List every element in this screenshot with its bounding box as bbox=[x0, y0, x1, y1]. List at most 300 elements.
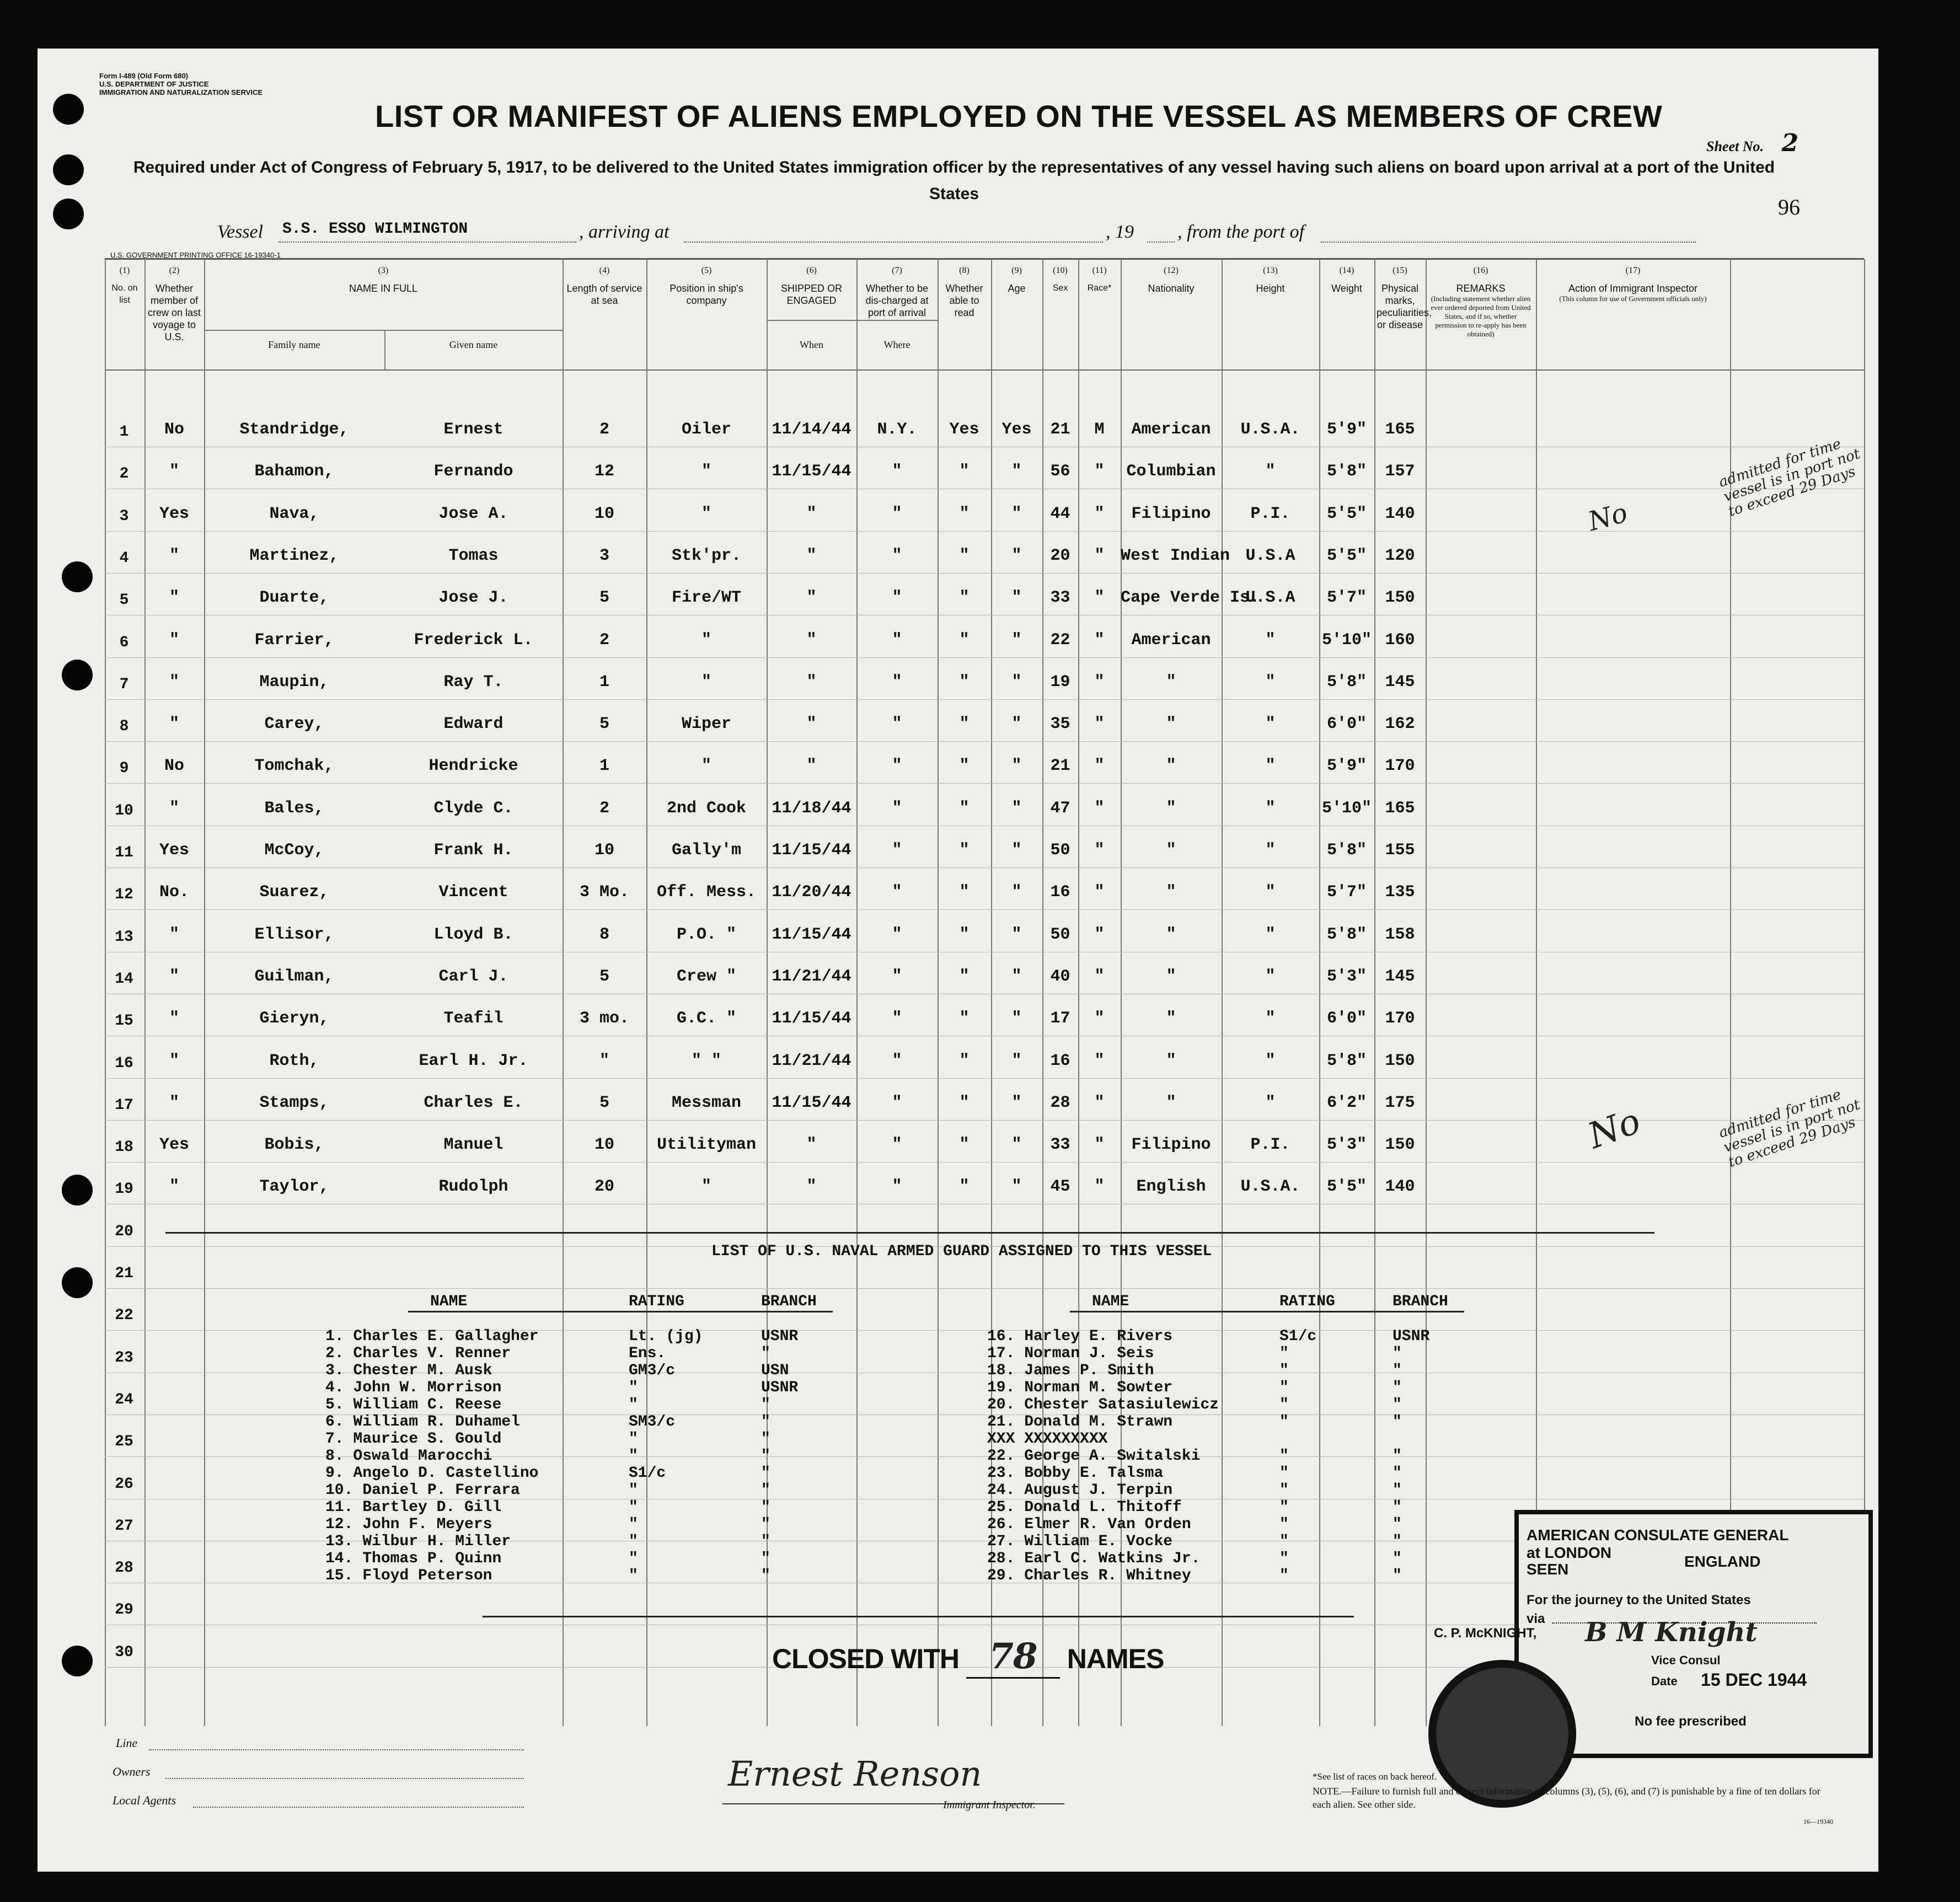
cell-where: " bbox=[892, 757, 902, 776]
cell-position: Wiper bbox=[681, 715, 731, 734]
action-note-2: admitted for time vessel is in port not to exceed 29 Days bbox=[1717, 1086, 1862, 1171]
column-number: (17) bbox=[1625, 266, 1641, 275]
cell-sex: " bbox=[1094, 1135, 1105, 1155]
cell-sex: " bbox=[1094, 841, 1105, 860]
cell-nat: " bbox=[1265, 841, 1276, 860]
cell-last: " bbox=[169, 1093, 179, 1112]
cell-disch: " bbox=[959, 630, 970, 650]
footer-line-label: Line bbox=[116, 1736, 138, 1750]
guard-member-name: 27. William E. Vocke bbox=[987, 1533, 1173, 1550]
column-label: SHIPPED OR ENGAGED bbox=[780, 283, 843, 306]
guard-divider bbox=[165, 1232, 1654, 1234]
guard-member-name: 21. Donald M. Strawn bbox=[987, 1413, 1173, 1430]
cell-sex: " bbox=[1094, 630, 1105, 650]
guard-member-name: 18. James P. Smith bbox=[987, 1362, 1154, 1379]
column-number: (1) bbox=[119, 266, 130, 275]
cell-last: " bbox=[169, 967, 179, 986]
cell-service: 8 bbox=[599, 925, 609, 944]
guard-member-rating: " bbox=[629, 1567, 638, 1584]
cell-family: Gieryn, bbox=[259, 1009, 329, 1028]
cell-where: " bbox=[892, 504, 902, 523]
header-rule bbox=[767, 320, 938, 321]
guard-member-name: 11. Bartley D. Gill bbox=[325, 1499, 502, 1516]
row-rule bbox=[105, 657, 1864, 658]
row-number: 9 bbox=[119, 760, 129, 778]
row-rule bbox=[105, 867, 1864, 868]
vessel-name: S.S. ESSO WILMINGTON bbox=[282, 221, 468, 238]
row-number: 27 bbox=[115, 1517, 133, 1535]
cell-family: Duarte, bbox=[259, 588, 329, 608]
cell-service: 10 bbox=[594, 1135, 614, 1155]
row-number: 6 bbox=[119, 634, 129, 651]
guard-member-branch: " bbox=[1393, 1516, 1402, 1533]
cell-read: " bbox=[1011, 799, 1022, 818]
row-number: 13 bbox=[115, 928, 133, 946]
cell-disch: " bbox=[959, 1051, 970, 1070]
cell-when: " bbox=[806, 504, 817, 523]
cell-position: Gally'm bbox=[671, 841, 742, 860]
sheet-label: Sheet No. bbox=[1706, 138, 1764, 154]
column-rule bbox=[1426, 259, 1427, 1726]
guard-member-name: 24. August J. Terpin bbox=[987, 1482, 1173, 1499]
footer-note2: NOTE.—Failure to furnish full and correct information in columns (3), (5), (6), and (7) is punishable by a fine of ten dollars for each alien. See other side. bbox=[1313, 1786, 1820, 1810]
column-header bbox=[991, 265, 1042, 294]
consul-signature: B M Knight bbox=[1585, 1617, 1758, 1648]
column-number: (12) bbox=[1164, 266, 1179, 275]
guard-member-rating: " bbox=[1279, 1345, 1289, 1362]
cell-family: Ellisor, bbox=[254, 925, 334, 944]
year-label: , 19 bbox=[1106, 222, 1134, 242]
row-number: 21 bbox=[115, 1265, 133, 1282]
guard-member-name: 17. Norman J. Seis bbox=[987, 1345, 1154, 1362]
guard-member-name: 8. Oswald Marocchi bbox=[325, 1448, 492, 1465]
cell-height: 5'5" bbox=[1326, 504, 1367, 523]
guard-member-rating: " bbox=[1279, 1567, 1289, 1584]
guard-member-rating: " bbox=[1279, 1448, 1289, 1465]
guard-member-name: 4. John W. Morrison bbox=[325, 1379, 502, 1396]
port-underline bbox=[1321, 242, 1696, 243]
cell-position: G.C. " bbox=[676, 1009, 737, 1028]
cell-sex: " bbox=[1094, 757, 1105, 776]
cell-race: American bbox=[1131, 630, 1211, 650]
column-label: Whether member of crew on last voyage to U.S. bbox=[147, 283, 201, 342]
cell-last: " bbox=[169, 546, 179, 565]
guard-member-rating: " bbox=[629, 1379, 638, 1396]
cell-position: " bbox=[701, 462, 711, 481]
guard-member-name: 19. Norman M. Sowter bbox=[987, 1379, 1173, 1396]
cell-when: 11/15/44 bbox=[772, 462, 852, 481]
cell-last: " bbox=[169, 588, 179, 608]
column-rule bbox=[1864, 259, 1865, 1726]
cell-given: Ernest bbox=[443, 420, 504, 439]
column-number: (14) bbox=[1339, 266, 1354, 275]
cell-sex: " bbox=[1094, 799, 1105, 818]
cell-service: 3 mo. bbox=[579, 1009, 629, 1028]
cell-height: 5'8" bbox=[1326, 1051, 1367, 1070]
row-rule bbox=[105, 783, 1864, 784]
punch-hole bbox=[53, 94, 84, 125]
cell-age: 21 bbox=[1050, 757, 1070, 776]
footer-agents-rule bbox=[193, 1807, 524, 1808]
row-number: 15 bbox=[115, 1012, 133, 1030]
cell-given: Tomas bbox=[448, 546, 499, 565]
guard-member-rating: " bbox=[629, 1430, 638, 1448]
cell-when: 11/15/44 bbox=[772, 1009, 852, 1028]
guard-member-name: 20. Chester Satasiulewicz bbox=[987, 1396, 1219, 1413]
column-label: Sex bbox=[1052, 283, 1068, 293]
closed-count: 78 bbox=[966, 1636, 1060, 1679]
guard-member-branch: " bbox=[1393, 1413, 1402, 1430]
column-label: Nationality bbox=[1148, 283, 1195, 294]
cell-age: 20 bbox=[1050, 546, 1070, 565]
cell-race: American bbox=[1131, 420, 1211, 439]
punch-hole bbox=[62, 1175, 93, 1206]
page-subtitle: Required under Act of Congress of February 5, 1917, to be delivered to the United States immigration officer by the representatives of any vessel having such aliens on board upon arrival at a port of the United States bbox=[133, 158, 1775, 203]
cell-age: 22 bbox=[1050, 630, 1070, 650]
cell-last: " bbox=[169, 799, 179, 818]
cell-where: " bbox=[892, 1051, 902, 1070]
cell-position: P.O. " bbox=[676, 925, 737, 944]
cell-where: " bbox=[892, 883, 902, 902]
cell-weight: 175 bbox=[1385, 1093, 1415, 1112]
row-number: 7 bbox=[119, 676, 129, 693]
guard-header-branch: BRANCH bbox=[1393, 1293, 1448, 1310]
cell-age: 17 bbox=[1050, 1009, 1070, 1028]
cell-age: 44 bbox=[1050, 504, 1070, 523]
guard-member-name: 26. Elmer R. Van Orden bbox=[987, 1516, 1191, 1533]
row-rule bbox=[105, 1288, 1864, 1289]
column-header bbox=[1319, 265, 1374, 294]
cell-read: " bbox=[1011, 967, 1022, 986]
cell-age: 35 bbox=[1050, 715, 1070, 734]
cell-given: Ray T. bbox=[443, 672, 504, 692]
column-header bbox=[1374, 265, 1432, 331]
guard-member-branch: USN bbox=[761, 1362, 789, 1379]
remark-no-1: No bbox=[1584, 497, 1631, 538]
cell-last: " bbox=[169, 1177, 179, 1197]
cell-family: Suarez, bbox=[259, 883, 329, 902]
cell-weight: 145 bbox=[1385, 672, 1415, 692]
guard-member-branch: " bbox=[761, 1396, 770, 1413]
vessel-label: Vessel bbox=[217, 222, 264, 242]
cell-service: 5 bbox=[599, 588, 609, 608]
guard-member-rating: S1/c bbox=[1279, 1328, 1317, 1345]
punch-hole bbox=[53, 199, 84, 229]
column-label: Length of service at sea bbox=[566, 283, 642, 306]
cell-race: " bbox=[1166, 672, 1176, 692]
cell-height: 5'5" bbox=[1326, 1177, 1367, 1197]
cell-age: 28 bbox=[1050, 1093, 1070, 1112]
cell-last: " bbox=[169, 1051, 179, 1070]
cell-where: " bbox=[892, 967, 902, 986]
row-number: 19 bbox=[115, 1181, 133, 1198]
closing-rule bbox=[483, 1616, 1354, 1617]
cell-service: 10 bbox=[594, 504, 614, 523]
cell-service: " bbox=[599, 1051, 609, 1070]
guard-member-branch: " bbox=[1393, 1379, 1402, 1396]
cell-sex: " bbox=[1094, 967, 1105, 986]
cell-age: 21 bbox=[1050, 420, 1070, 439]
guard-member-rating: " bbox=[1279, 1533, 1289, 1550]
cell-weight: 158 bbox=[1385, 925, 1415, 944]
cell-read: " bbox=[1011, 462, 1022, 481]
guard-member-name: 2. Charles V. Renner bbox=[325, 1345, 511, 1362]
guard-member-branch: " bbox=[1393, 1499, 1402, 1516]
guard-member-branch: " bbox=[1393, 1533, 1402, 1550]
cell-disch: " bbox=[959, 462, 970, 481]
cell-race: " bbox=[1166, 799, 1176, 818]
cell-position: " bbox=[701, 504, 711, 523]
footer-inspector-label: Immigrant Inspector. bbox=[943, 1799, 1036, 1811]
when-header: When bbox=[800, 339, 823, 350]
guard-member-rating: " bbox=[629, 1396, 638, 1413]
cell-disch: " bbox=[959, 799, 970, 818]
column-label: NAME IN FULL bbox=[349, 283, 418, 294]
stamp-line5: via bbox=[1527, 1611, 1545, 1626]
consul-name: C. P. McKNIGHT, bbox=[1434, 1626, 1537, 1641]
column-rule bbox=[1536, 259, 1537, 1726]
family-name-header: Family name bbox=[268, 339, 320, 350]
cell-disch: " bbox=[959, 504, 970, 523]
cell-given: Jose J. bbox=[438, 588, 508, 608]
cell-last: " bbox=[169, 672, 179, 692]
guard-member-name: 3. Chester M. Ausk bbox=[325, 1362, 492, 1379]
guard-member-name: 29. Charles R. Whitney bbox=[987, 1567, 1191, 1584]
cell-weight: 162 bbox=[1385, 715, 1415, 734]
cell-when: " bbox=[806, 630, 817, 650]
cell-position: Crew " bbox=[676, 967, 737, 986]
column-header bbox=[204, 265, 563, 294]
column-label: REMARKS bbox=[1456, 283, 1506, 294]
cell-weight: 150 bbox=[1385, 1051, 1415, 1070]
cell-last: Yes bbox=[159, 504, 189, 523]
guard-member-branch: " bbox=[1393, 1448, 1402, 1465]
cell-age: 56 bbox=[1050, 462, 1070, 481]
guard-member-branch: " bbox=[761, 1550, 770, 1567]
row-number: 8 bbox=[119, 718, 129, 736]
cell-position: " " bbox=[691, 1051, 721, 1070]
cell-height: 5'8" bbox=[1326, 841, 1367, 860]
cell-given: Earl H. Jr. bbox=[419, 1051, 528, 1070]
cell-where: " bbox=[892, 588, 902, 608]
cell-last: " bbox=[169, 715, 179, 734]
cell-last: " bbox=[169, 1009, 179, 1028]
row-rule bbox=[105, 1078, 1864, 1079]
cell-weight: 150 bbox=[1385, 1135, 1415, 1155]
column-number: (7) bbox=[892, 266, 902, 275]
punch-hole bbox=[62, 561, 93, 592]
guard-member-branch: " bbox=[761, 1345, 770, 1362]
cell-read: " bbox=[1011, 672, 1022, 692]
cell-read: " bbox=[1011, 504, 1022, 523]
guard-member-name: 28. Earl C. Watkins Jr. bbox=[987, 1550, 1201, 1567]
cell-nat: " bbox=[1265, 925, 1276, 944]
arriving-underline bbox=[684, 242, 1103, 243]
printer-line: U.S. GOVERNMENT PRINTING OFFICE 16-19340-1 bbox=[110, 251, 281, 259]
footer-owners-label: Owners bbox=[113, 1765, 151, 1778]
column-number: (5) bbox=[701, 266, 712, 275]
cell-nat: U.S.A bbox=[1245, 588, 1295, 608]
column-number: (16) bbox=[1473, 266, 1488, 275]
cell-disch: " bbox=[959, 883, 970, 902]
cell-sex: " bbox=[1094, 883, 1105, 902]
cell-position: " bbox=[701, 757, 711, 776]
form-id-text bbox=[99, 72, 263, 97]
cell-last: No bbox=[164, 420, 184, 439]
guard-member-rating: " bbox=[629, 1482, 638, 1499]
action-note-1: admitted for time vessel is in port not to exceed 29 Days bbox=[1717, 435, 1862, 521]
cell-position: Utilityman bbox=[656, 1135, 757, 1155]
cell-given: Vincent bbox=[438, 883, 508, 902]
guard-member-name: XXX XXXXXXXXX bbox=[987, 1430, 1108, 1448]
row-rule bbox=[105, 741, 1864, 742]
cell-race: " bbox=[1166, 757, 1176, 776]
vessel-underline bbox=[279, 242, 576, 243]
column-label: Race* bbox=[1087, 283, 1112, 293]
cell-nat: " bbox=[1265, 715, 1276, 734]
stamp-consul-title: Vice Consul bbox=[1651, 1653, 1721, 1667]
row-number: 11 bbox=[115, 844, 133, 861]
column-number: (13) bbox=[1263, 266, 1278, 275]
column-header bbox=[144, 265, 204, 343]
guard-member-name: 9. Angelo D. Castellino bbox=[325, 1465, 539, 1482]
cell-where: " bbox=[892, 1009, 902, 1028]
cell-where: " bbox=[892, 672, 902, 692]
guard-member-rating: " bbox=[629, 1533, 638, 1550]
footer-note1: *See list of races on back hereof. bbox=[1313, 1771, 1437, 1782]
guard-member-rating: GM3/c bbox=[629, 1362, 676, 1379]
cell-where: " bbox=[892, 1093, 902, 1112]
cell-service: 20 bbox=[594, 1177, 614, 1197]
cell-disch: " bbox=[959, 841, 970, 860]
row-number: 30 bbox=[115, 1643, 133, 1661]
column-rule bbox=[105, 259, 106, 1726]
stamp-line3: SEEN bbox=[1527, 1561, 1569, 1578]
cell-position: " bbox=[701, 672, 711, 692]
cell-height: 5'9" bbox=[1326, 757, 1367, 776]
row-number: 10 bbox=[115, 802, 133, 819]
cell-age: 47 bbox=[1050, 799, 1070, 818]
cell-where: " bbox=[892, 630, 902, 650]
cell-service: 2 bbox=[599, 420, 609, 439]
footer-line-rule bbox=[149, 1749, 524, 1750]
cell-nat: P.I. bbox=[1250, 504, 1290, 523]
cell-sex: " bbox=[1094, 462, 1105, 481]
cell-service: 2 bbox=[599, 630, 609, 650]
cell-weight: 157 bbox=[1385, 462, 1415, 481]
column-label: Physical marks, peculiarities, or disease bbox=[1377, 283, 1432, 330]
guard-member-branch: " bbox=[1393, 1362, 1402, 1379]
cell-family: Nava, bbox=[269, 504, 319, 523]
column-header bbox=[646, 265, 767, 307]
cell-height: 5'7" bbox=[1326, 883, 1367, 902]
cell-disch: " bbox=[959, 1093, 970, 1112]
cell-disch: " bbox=[959, 1009, 970, 1028]
cell-race: English bbox=[1136, 1177, 1206, 1197]
cell-race: " bbox=[1166, 841, 1176, 860]
guard-member-name: 16. Harley E. Rivers bbox=[987, 1328, 1173, 1345]
guard-member-rating: " bbox=[1279, 1499, 1289, 1516]
guard-member-rating: Ens. bbox=[629, 1345, 666, 1362]
column-header bbox=[105, 265, 144, 307]
cell-sex: " bbox=[1094, 1093, 1105, 1112]
guard-member-name: 23. Bobby E. Talsma bbox=[987, 1465, 1164, 1482]
cell-last: " bbox=[169, 462, 179, 481]
column-header bbox=[938, 265, 991, 319]
cell-position: Fire/WT bbox=[671, 588, 742, 608]
cell-race: West Indian bbox=[1121, 546, 1230, 565]
guard-member-branch: USNR bbox=[1393, 1328, 1430, 1345]
cell-read: " bbox=[1011, 1177, 1022, 1197]
cell-nat: " bbox=[1265, 1093, 1276, 1112]
punch-hole bbox=[53, 154, 84, 185]
cell-where: " bbox=[892, 462, 902, 481]
closed-prefix: CLOSED WITH bbox=[772, 1643, 959, 1674]
cell-service: 5 bbox=[599, 715, 609, 734]
cell-race: Columbian bbox=[1126, 462, 1216, 481]
cell-given: Frederick L. bbox=[414, 630, 533, 650]
cell-sex: " bbox=[1094, 588, 1105, 608]
cell-weight: 170 bbox=[1385, 757, 1415, 776]
guard-member-branch: " bbox=[761, 1413, 770, 1430]
cell-where: " bbox=[892, 1135, 902, 1155]
guard-member-name: 15. Floyd Peterson bbox=[325, 1567, 492, 1584]
punch-hole bbox=[62, 1267, 93, 1298]
where-header: Where bbox=[883, 339, 911, 350]
column-number: (4) bbox=[599, 266, 610, 275]
cell-weight: 140 bbox=[1385, 504, 1415, 523]
guard-member-branch: " bbox=[761, 1465, 770, 1482]
year-underline bbox=[1147, 242, 1175, 243]
guard-member-rating: " bbox=[629, 1448, 638, 1465]
cell-height: 5'3" bbox=[1326, 1135, 1367, 1155]
guard-member-branch: USNR bbox=[761, 1379, 799, 1396]
cell-where: " bbox=[892, 715, 902, 734]
cell-service: 3 bbox=[599, 546, 609, 565]
cell-where: N.Y. bbox=[877, 420, 917, 439]
row-number: 22 bbox=[115, 1307, 133, 1325]
cell-where: " bbox=[892, 841, 902, 860]
column-header bbox=[1536, 265, 1730, 303]
cell-weight: 165 bbox=[1385, 420, 1415, 439]
cell-when: " bbox=[806, 715, 817, 734]
cell-sex: " bbox=[1094, 1177, 1105, 1197]
guard-member-name: 22. George A. Switalski bbox=[987, 1448, 1201, 1465]
guard-member-name: 6. William R. Duhamel bbox=[325, 1413, 520, 1430]
cell-when: 11/21/44 bbox=[772, 1051, 852, 1070]
cell-race: Filipino bbox=[1131, 1135, 1211, 1155]
cell-service: 5 bbox=[599, 1093, 609, 1112]
column-header bbox=[856, 265, 938, 319]
form-id-line: U.S. DEPARTMENT OF JUSTICE bbox=[99, 80, 209, 88]
row-number: 2 bbox=[119, 465, 129, 483]
guard-member-branch: " bbox=[1393, 1396, 1402, 1413]
column-label: Whether to be dis-charged at port of arrival bbox=[865, 283, 929, 318]
cell-position: " bbox=[701, 630, 711, 650]
footer-code: 16—19340 bbox=[1803, 1818, 1833, 1825]
inspector-signature: Ernest Renson bbox=[728, 1754, 982, 1794]
footer-owners-rule bbox=[165, 1778, 524, 1779]
row-number: 18 bbox=[115, 1139, 133, 1156]
guard-member-rating: Lt. (jg) bbox=[629, 1328, 703, 1345]
row-number: 4 bbox=[119, 549, 129, 567]
cell-given: Clyde C. bbox=[433, 799, 513, 818]
cell-nat: " bbox=[1265, 462, 1276, 481]
cell-given: Manuel bbox=[443, 1135, 504, 1155]
cell-read: " bbox=[1011, 546, 1022, 565]
cell-height: 5'8" bbox=[1326, 925, 1367, 944]
guard-member-branch: " bbox=[761, 1567, 770, 1584]
